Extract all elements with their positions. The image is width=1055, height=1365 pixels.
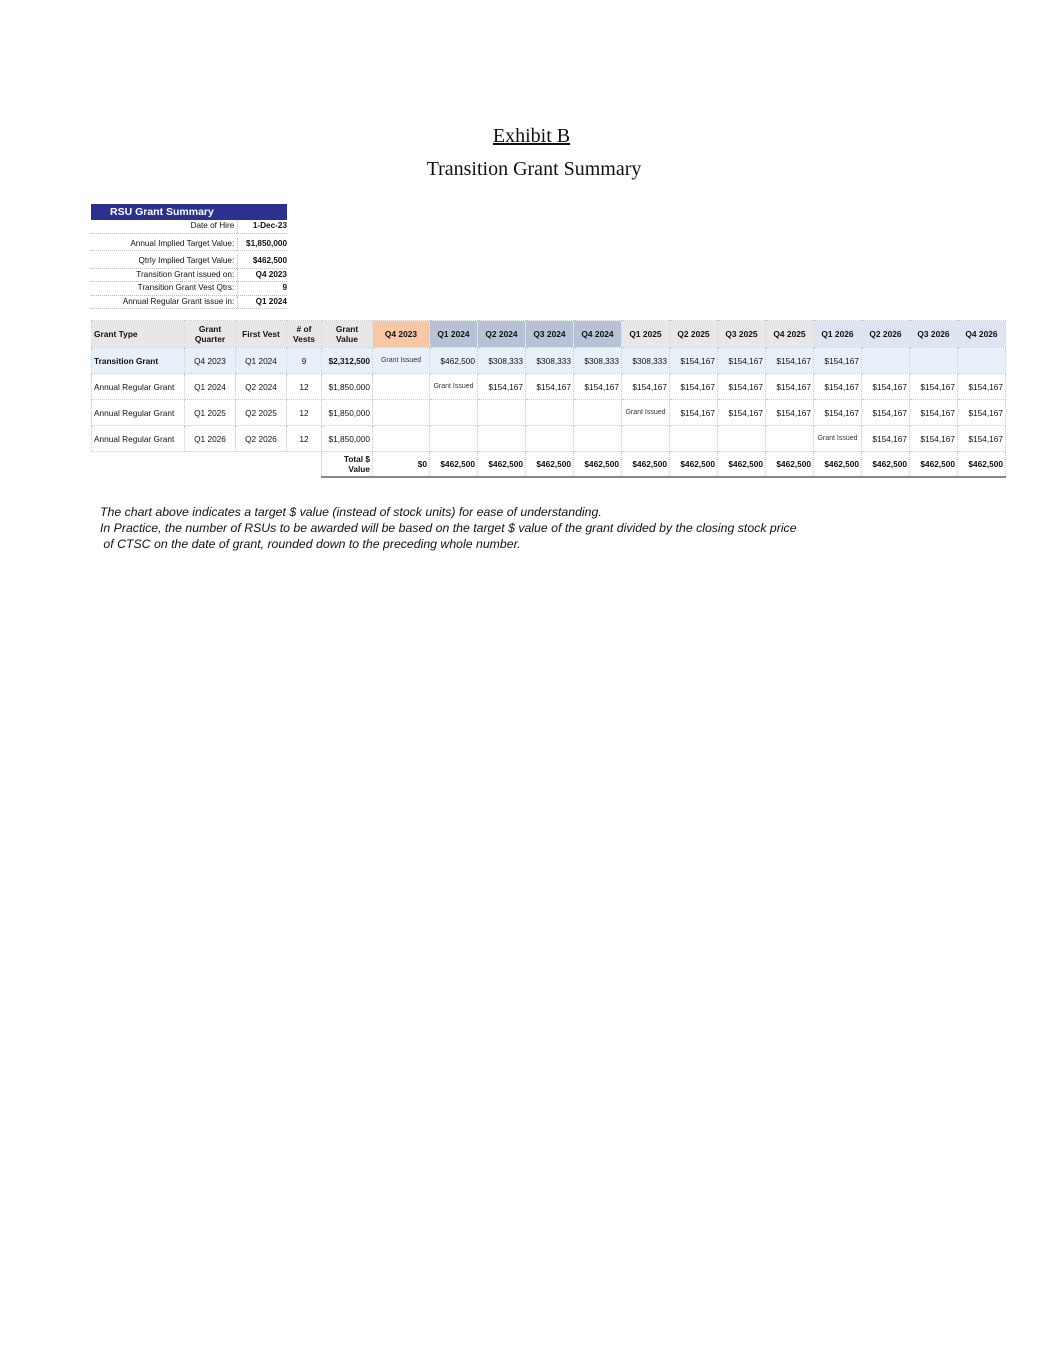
cell-quarter: $308,333	[526, 348, 574, 374]
total-label: Total $ Value	[322, 452, 373, 478]
total-cell: $462,500	[478, 452, 526, 478]
summary-label: Qtrly Implied Target Value:	[91, 255, 238, 268]
col-header-quarter: Q1 2024	[430, 321, 478, 348]
cell-grant-quarter: Q1 2024	[185, 374, 236, 400]
cell-quarter: $154,167	[814, 374, 862, 400]
cell-grant-value: $1,850,000	[322, 400, 373, 426]
cell-quarter: $154,167	[478, 374, 526, 400]
cell-num-vests: 12	[287, 400, 322, 426]
cell-quarter: $154,167	[670, 348, 718, 374]
footnote-line: The chart above indicates a target $ value (instead of stock units) for ease of understanding.	[100, 505, 602, 519]
cell-quarter: $154,167	[574, 374, 622, 400]
col-header-grant-quarter: Grant Quarter	[185, 321, 236, 348]
cell-quarter: $154,167	[958, 426, 1006, 452]
cell-quarter: $154,167	[958, 400, 1006, 426]
cell-quarter: $154,167	[718, 348, 766, 374]
summary-row	[91, 296, 287, 310]
exhibit-subtitle: Transition Grant Summary	[426, 158, 642, 180]
cell-quarter: $154,167	[958, 374, 1006, 400]
cell-first-vest: Q1 2024	[236, 348, 287, 374]
cell-quarter: $154,167	[910, 400, 958, 426]
cell-num-vests: 12	[287, 426, 322, 452]
cell-quarter: Grant Issued	[373, 348, 430, 374]
table-row-total	[92, 452, 1006, 478]
col-header-num-vests: # of Vests	[287, 321, 322, 348]
cell-grant-value: $1,850,000	[322, 374, 373, 400]
footnote	[100, 504, 797, 552]
total-cell: $462,500	[862, 452, 910, 478]
summary-label: Transition Grant Vest Qtrs:	[91, 282, 238, 295]
cell-quarter: $154,167	[718, 400, 766, 426]
cell-first-vest: Q2 2024	[236, 374, 287, 400]
summary-value: $1,850,000	[246, 238, 287, 248]
cell-quarter	[574, 426, 622, 452]
cell-grant-type: Annual Regular Grant	[92, 374, 185, 400]
summary-value: Q4 2023	[255, 269, 287, 279]
cell-quarter	[373, 374, 430, 400]
cell-quarter: $308,333	[574, 348, 622, 374]
cell-quarter	[862, 348, 910, 374]
table-header-row	[92, 321, 1006, 348]
col-header-quarter: Q1 2025	[622, 321, 670, 348]
cell-quarter: $154,167	[814, 400, 862, 426]
col-header-grant-type: Grant Type	[92, 321, 185, 348]
col-header-quarter: Q3 2025	[718, 321, 766, 348]
col-header-quarter: Q4 2023	[373, 321, 430, 348]
cell-quarter	[373, 400, 430, 426]
cell-quarter: Grant Issued	[622, 400, 670, 426]
total-cell: $462,500	[718, 452, 766, 478]
cell-quarter	[526, 400, 574, 426]
summary-label: Annual Implied Target Value:	[91, 238, 238, 251]
cell-quarter	[478, 400, 526, 426]
summary-header: RSU Grant Summary	[91, 204, 287, 220]
total-cell: $462,500	[622, 452, 670, 478]
summary-row	[91, 282, 287, 296]
summary-value: $462,500	[252, 256, 287, 265]
col-header-first-vest: First Vest	[236, 321, 287, 348]
cell-quarter	[478, 426, 526, 452]
cell-grant-type: Annual Regular Grant	[92, 400, 185, 426]
cell-quarter: $154,167	[622, 374, 670, 400]
col-header-quarter: Q2 2026	[862, 321, 910, 348]
total-cell: $462,500	[814, 452, 862, 478]
cell-grant-value: $2,312,500	[322, 348, 373, 374]
rsu-grant-summary-box	[91, 204, 287, 309]
cell-quarter: $154,167	[862, 400, 910, 426]
cell-quarter: Grant Issued	[430, 374, 478, 400]
summary-label: Date of Hire	[91, 220, 238, 233]
cell-quarter: $308,333	[478, 348, 526, 374]
cell-quarter	[718, 426, 766, 452]
cell-quarter	[430, 426, 478, 452]
summary-row	[91, 255, 287, 269]
exhibit-title: Exhibit B	[492, 125, 571, 147]
col-header-quarter: Q4 2025	[766, 321, 814, 348]
cell-quarter	[670, 426, 718, 452]
table-row-annual-grant	[92, 374, 1006, 400]
cell-quarter: $154,167	[910, 426, 958, 452]
cell-quarter	[373, 426, 430, 452]
cell-quarter	[910, 348, 958, 374]
cell-quarter: $154,167	[766, 400, 814, 426]
cell-quarter: $154,167	[718, 374, 766, 400]
summary-label: Transition Grant issued on:	[91, 269, 238, 282]
col-header-quarter: Q4 2026	[958, 321, 1006, 348]
cell-quarter: $462,500	[430, 348, 478, 374]
cell-quarter	[574, 400, 622, 426]
cell-grant-quarter: Q1 2025	[185, 400, 236, 426]
col-header-quarter: Q1 2026	[814, 321, 862, 348]
cell-grant-value: $1,850,000	[322, 426, 373, 452]
cell-quarter: $154,167	[670, 400, 718, 426]
table-row-annual-grant	[92, 400, 1006, 426]
summary-row	[91, 220, 287, 234]
cell-grant-type: Transition Grant	[92, 348, 185, 374]
total-cell: $462,500	[910, 452, 958, 478]
summary-value: Q1 2024	[255, 296, 287, 306]
table-row-transition-grant	[92, 348, 1006, 374]
total-cell: $462,500	[766, 452, 814, 478]
total-cell: $462,500	[958, 452, 1006, 478]
summary-value: 1-Dec-23	[252, 221, 287, 230]
total-cell: $462,500	[670, 452, 718, 478]
cell-quarter: $154,167	[862, 374, 910, 400]
cell-quarter: Grant Issued	[814, 426, 862, 452]
cell-quarter: $154,167	[766, 374, 814, 400]
cell-first-vest: Q2 2026	[236, 426, 287, 452]
cell-num-vests: 12	[287, 374, 322, 400]
cell-quarter: $154,167	[814, 348, 862, 374]
cell-quarter	[958, 348, 1006, 374]
cell-num-vests: 9	[287, 348, 322, 374]
total-cell: $462,500	[574, 452, 622, 478]
cell-quarter	[526, 426, 574, 452]
cell-quarter: $308,333	[622, 348, 670, 374]
total-cell: $0	[373, 452, 430, 478]
summary-label: Annual Regular Grant issue in:	[91, 296, 238, 309]
col-header-grant-value: Grant Value	[322, 321, 373, 348]
summary-row	[91, 238, 287, 252]
footnote-line: of CTSC on the date of grant, rounded down to the preceding whole number.	[100, 537, 521, 551]
col-header-quarter: Q2 2024	[478, 321, 526, 348]
summary-row	[91, 269, 287, 283]
cell-quarter: $154,167	[670, 374, 718, 400]
cell-quarter	[622, 426, 670, 452]
footnote-line: In Practice, the number of RSUs to be awarded will be based on the target $ value of the grant divided by the closing stock price	[100, 521, 797, 535]
cell-quarter: $154,167	[862, 426, 910, 452]
cell-quarter	[766, 426, 814, 452]
cell-quarter: $154,167	[526, 374, 574, 400]
col-header-quarter: Q2 2025	[670, 321, 718, 348]
cell-first-vest: Q2 2025	[236, 400, 287, 426]
cell-quarter: $154,167	[766, 348, 814, 374]
total-cell: $462,500	[526, 452, 574, 478]
col-header-quarter: Q3 2024	[526, 321, 574, 348]
cell-quarter: $154,167	[910, 374, 958, 400]
grant-schedule-table	[91, 320, 1006, 478]
total-cell: $462,500	[430, 452, 478, 478]
summary-value: 9	[282, 283, 287, 292]
cell-grant-quarter: Q1 2026	[185, 426, 236, 452]
cell-grant-type: Annual Regular Grant	[92, 426, 185, 452]
col-header-quarter: Q4 2024	[574, 321, 622, 348]
col-header-quarter: Q3 2026	[910, 321, 958, 348]
cell-grant-quarter: Q4 2023	[185, 348, 236, 374]
cell-quarter	[430, 400, 478, 426]
table-row-annual-grant	[92, 426, 1006, 452]
